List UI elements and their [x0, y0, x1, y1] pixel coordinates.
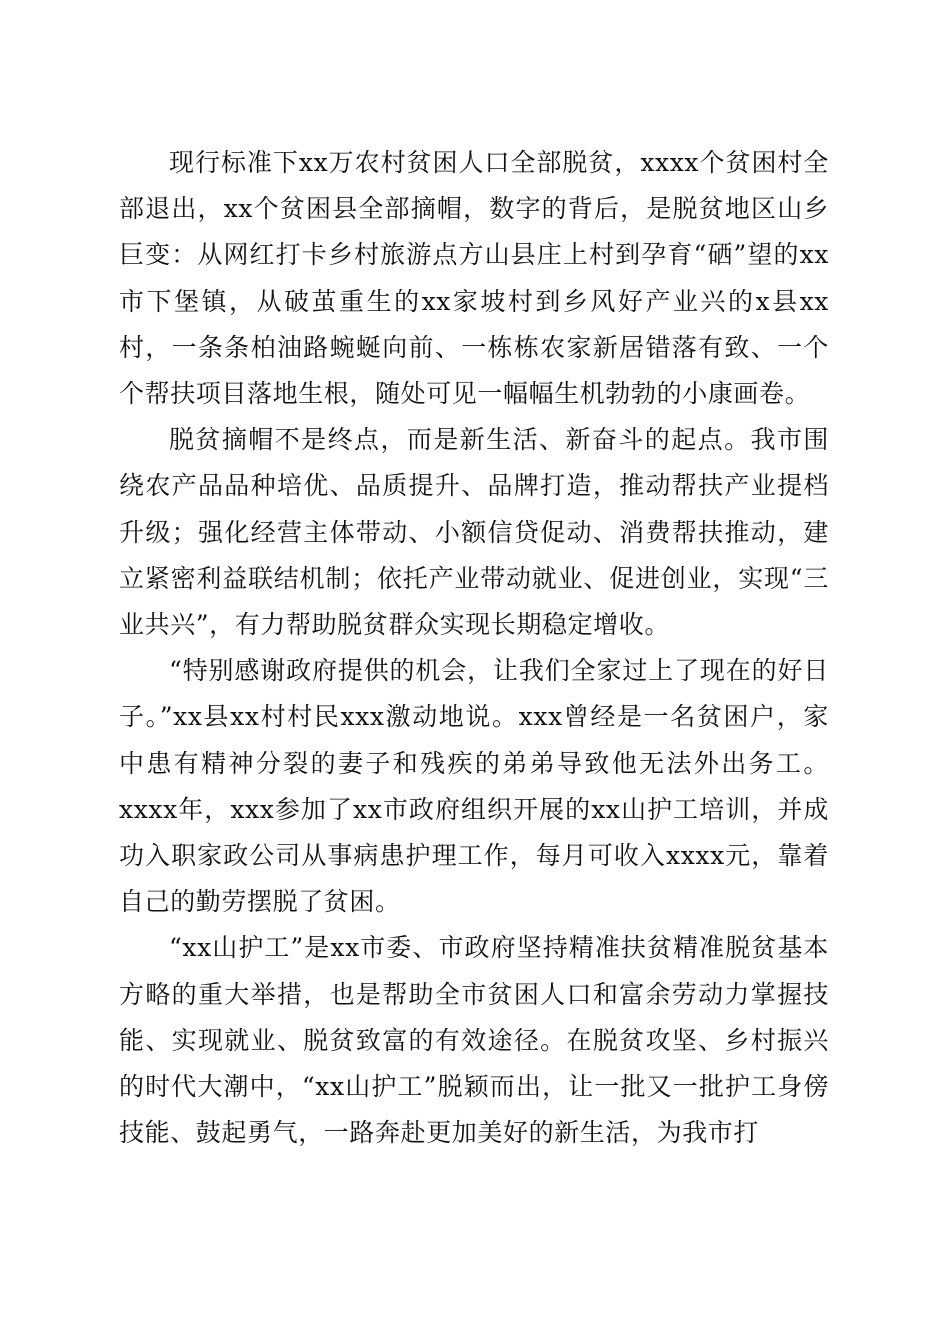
paragraph-caregiver-program: “xx山护工”是xx市委、市政府坚持精准扶贫精准脱贫基本方略的重大举措，也是帮助全市贫困人口和富余劳动力掌握技能、实现就业、脱贫致富的有效途径。在脱贫攻坚、乡村振兴的时代大潮中，“xx山护工”脱颖而出，让一批又一批护工身傍技能、鼓起勇气，一路奔赴更加美好的新生活，为我市打 [119, 933, 829, 1148]
paragraph-new-starting-point: 脱贫摘帽不是终点，而是新生活、新奋斗的起点。我市围绕农产品品种培优、品质提升、品牌打造，推动帮扶产业提档升级；强化经营主体带动、小额信贷促动、消费帮扶推动，建立紧密利益联结机制；依托产业带动就业、促进创业，实现“三业共兴”，有力帮助脱贫群众实现长期稳定增收。 [119, 425, 829, 640]
paragraph-villager-quote: “特别感谢政府提供的机会，让我们全家过上了现在的好日子。”xx县xx村村民xxx激动地说。xxx曾经是一名贫困户，家中患有精神分裂的妻子和残疾的弟弟导致他无法外出务工。xxxx年，xxx参加了xx市政府组织开展的xx山护工培训，并成功入职家政公司从事病患护理工作，每月可收入xxxx元，靠着自己的勤劳摆脱了贫困。 [119, 656, 829, 917]
document-body [119, 140, 829, 1156]
paragraph-poverty-results: 现行标准下xx万农村贫困人口全部脱贫，xxxx个贫困村全部退出，xx个贫困县全部摘帽，数字的背后，是脱贫地区山乡巨变：从网红打卡乡村旅游点方山县庄上村到孕育“硒”望的xx市下堡镇，从破茧重生的xx家坡村到乡风好产业兴的x县xx村，一条条柏油路蜿蜒向前、一栋栋农家新居错落有致、一个个帮扶项目落地生根，随处可见一幅幅生机勃勃的小康画卷。 [119, 148, 829, 409]
